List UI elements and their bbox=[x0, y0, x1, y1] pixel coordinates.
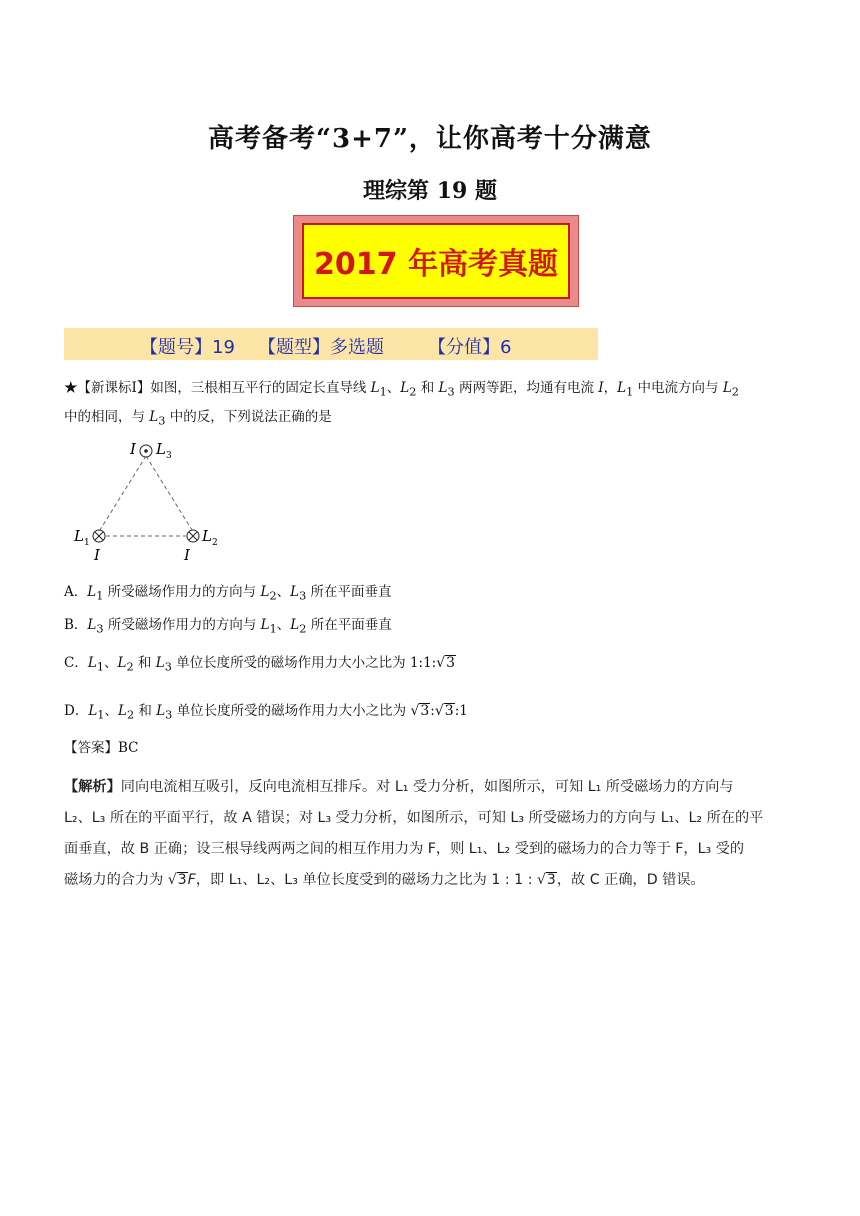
analysis-text: ，故 C 正确，D 错误。 bbox=[556, 872, 705, 888]
question-score: 【分值】6 bbox=[428, 337, 512, 358]
wire-dot-icon bbox=[140, 445, 152, 457]
option-letter: A． bbox=[64, 584, 88, 600]
question-number: 【题号】19 bbox=[140, 337, 235, 358]
var-L: L bbox=[155, 655, 165, 671]
sub: 1 bbox=[97, 708, 105, 722]
question-text: ， bbox=[603, 380, 618, 396]
question-type: 【题型】多选题 bbox=[258, 337, 384, 358]
analysis-line: L₂、L₃ 所在的平面平行，故 A 错误；对 L₃ 受力分析，如图所示，可知 L₃ 所受磁场力的方向与 L₁、L₂ 所在的平 bbox=[64, 810, 764, 826]
label-I-top: I bbox=[130, 440, 136, 458]
ratio-text: 1:1: bbox=[409, 655, 437, 671]
label-I-left: I bbox=[94, 546, 100, 564]
var-L: L bbox=[290, 617, 300, 633]
option-text: 所在平面垂直 bbox=[306, 584, 392, 600]
var-L: L bbox=[156, 703, 166, 719]
question-text: 中电流方向与 bbox=[633, 380, 723, 396]
question-text: 、 bbox=[386, 380, 401, 396]
var-L: L bbox=[370, 380, 380, 396]
label-L2-sub: 2 bbox=[212, 538, 218, 548]
sub: 3 bbox=[447, 385, 455, 399]
sub: 2 bbox=[409, 385, 417, 399]
sub: 2 bbox=[731, 385, 739, 399]
ratio-text: : bbox=[430, 703, 435, 719]
var-L: L bbox=[87, 617, 97, 633]
question-text: 和 bbox=[416, 380, 439, 396]
option-text: 所在平面垂直 bbox=[306, 617, 392, 633]
option-d[interactable] bbox=[64, 699, 468, 722]
sqrt-symbol: √3 bbox=[434, 703, 454, 719]
var-L: L bbox=[260, 584, 270, 600]
option-letter: D． bbox=[64, 703, 89, 719]
wire-cross-icon bbox=[93, 530, 105, 542]
analysis-text: ，即 L₁、L₂、L₃ 单位长度受到的磁场力之比为 1 : 1 : bbox=[195, 872, 537, 888]
label-L3-sub: 3 bbox=[166, 451, 172, 461]
question-text: 中的相同，与 bbox=[64, 408, 150, 425]
sqrt-radicand: 3 bbox=[420, 703, 430, 719]
question-text: 两两等距，均通有电流 bbox=[454, 380, 599, 396]
sep: 和 bbox=[133, 655, 156, 671]
label-L1: L bbox=[74, 527, 84, 545]
analysis-text: 磁场力的合力为 bbox=[64, 872, 168, 888]
sub: 2 bbox=[126, 708, 135, 722]
option-letter: C． bbox=[64, 655, 88, 671]
label-L1-sub: 1 bbox=[84, 538, 90, 548]
answer-label: 【答案】 bbox=[64, 740, 118, 756]
var-L: L bbox=[88, 703, 98, 719]
sub: 3 bbox=[164, 660, 172, 674]
var-L: L bbox=[438, 380, 448, 396]
question-stem bbox=[64, 376, 824, 433]
sep: 、 bbox=[104, 703, 118, 719]
label-I-right: I bbox=[184, 546, 190, 564]
question-text: 如图，三根相互平行的固定长直导线 bbox=[150, 380, 371, 396]
banner-text: 2017 年高考真题 bbox=[314, 247, 558, 282]
option-c[interactable] bbox=[64, 651, 456, 674]
sqrt-symbol: √3 bbox=[537, 872, 556, 888]
wire-cross-icon bbox=[187, 530, 199, 542]
sub: 3 bbox=[96, 622, 104, 636]
option-a[interactable] bbox=[64, 580, 392, 603]
question-text: 中的反，下列说法正确的是 bbox=[165, 408, 332, 425]
sqrt-symbol: √3 bbox=[436, 655, 456, 671]
analysis-block bbox=[64, 772, 814, 896]
ratio-text: :1 bbox=[454, 703, 468, 719]
sub: 3 bbox=[299, 589, 307, 603]
sep: 、 bbox=[276, 584, 291, 600]
star-icon: ★ bbox=[64, 380, 78, 396]
option-letter: B． bbox=[64, 617, 88, 633]
var-L: L bbox=[87, 584, 97, 600]
var-L: L bbox=[149, 408, 159, 425]
var-L: L bbox=[260, 617, 270, 633]
question-info-bar bbox=[64, 328, 598, 360]
dashed-edge-right bbox=[146, 456, 192, 530]
sqrt-symbol: √3 bbox=[410, 703, 430, 719]
sep: 和 bbox=[134, 703, 157, 719]
banner bbox=[293, 215, 579, 307]
analysis-line: 面垂直，故 B 正确；设三根导线两两之间的相互作用力为 F，则 L₁、L₂ 受到的磁场力的合力等于 F，L₃ 受的 bbox=[64, 841, 745, 857]
banner-inner bbox=[302, 223, 570, 299]
sub: 1 bbox=[379, 385, 387, 399]
label-L2: L bbox=[202, 527, 212, 545]
question-source: 【新课标Ⅰ】 bbox=[77, 380, 151, 396]
analysis-label: 【解析】 bbox=[64, 779, 121, 795]
sub: 3 bbox=[158, 414, 166, 428]
sep: 、 bbox=[103, 655, 118, 671]
analysis-line bbox=[64, 772, 814, 803]
var-L: L bbox=[117, 703, 127, 719]
var-L: L bbox=[722, 380, 732, 396]
sub: 1 bbox=[626, 385, 634, 399]
var-F: F bbox=[187, 872, 196, 888]
sub: 3 bbox=[165, 708, 173, 722]
option-text: 单位长度所受的磁场作用力大小之比为 bbox=[172, 703, 411, 719]
sub: 2 bbox=[126, 660, 134, 674]
option-b[interactable] bbox=[64, 613, 392, 636]
sep: 、 bbox=[276, 617, 291, 633]
var-L: L bbox=[400, 380, 410, 396]
dashed-edge-left bbox=[100, 456, 146, 530]
sqrt-symbol: √3 bbox=[167, 872, 187, 888]
sub: 2 bbox=[299, 622, 307, 636]
analysis-line bbox=[64, 865, 814, 896]
var-L: L bbox=[617, 380, 627, 396]
answer-value: BC bbox=[118, 740, 139, 756]
option-text: 所受磁场作用力的方向与 bbox=[103, 617, 261, 633]
option-text: 所受磁场作用力的方向与 bbox=[103, 584, 261, 600]
analysis-text: 同向电流相互吸引，反向电流相互排斥。对 L₁ 受力分析，如图所示，可知 L₁ 所受磁场力的方向与 bbox=[120, 779, 734, 795]
var-L: L bbox=[290, 584, 300, 600]
document-title: 高考备考“3+7”，让你高考十分满意 bbox=[208, 124, 652, 154]
sub: 1 bbox=[96, 589, 104, 603]
sqrt-radicand: 3 bbox=[177, 872, 187, 888]
sub: 1 bbox=[269, 622, 277, 636]
var-L: L bbox=[87, 655, 97, 671]
sqrt-radicand: 3 bbox=[444, 703, 454, 719]
option-text: 单位长度所受的磁场作用力大小之比为 bbox=[171, 655, 410, 671]
sqrt-radicand: 3 bbox=[446, 655, 456, 671]
label-L3: L bbox=[156, 440, 166, 458]
var-L: L bbox=[117, 655, 127, 671]
sub: 1 bbox=[96, 660, 104, 674]
answer-line bbox=[64, 736, 139, 756]
document-subtitle: 理综第 19 题 bbox=[363, 178, 497, 204]
wire-diagram bbox=[66, 434, 236, 568]
var-I: I bbox=[598, 380, 604, 396]
sub: 2 bbox=[269, 589, 277, 603]
sqrt-radicand: 3 bbox=[546, 872, 556, 888]
